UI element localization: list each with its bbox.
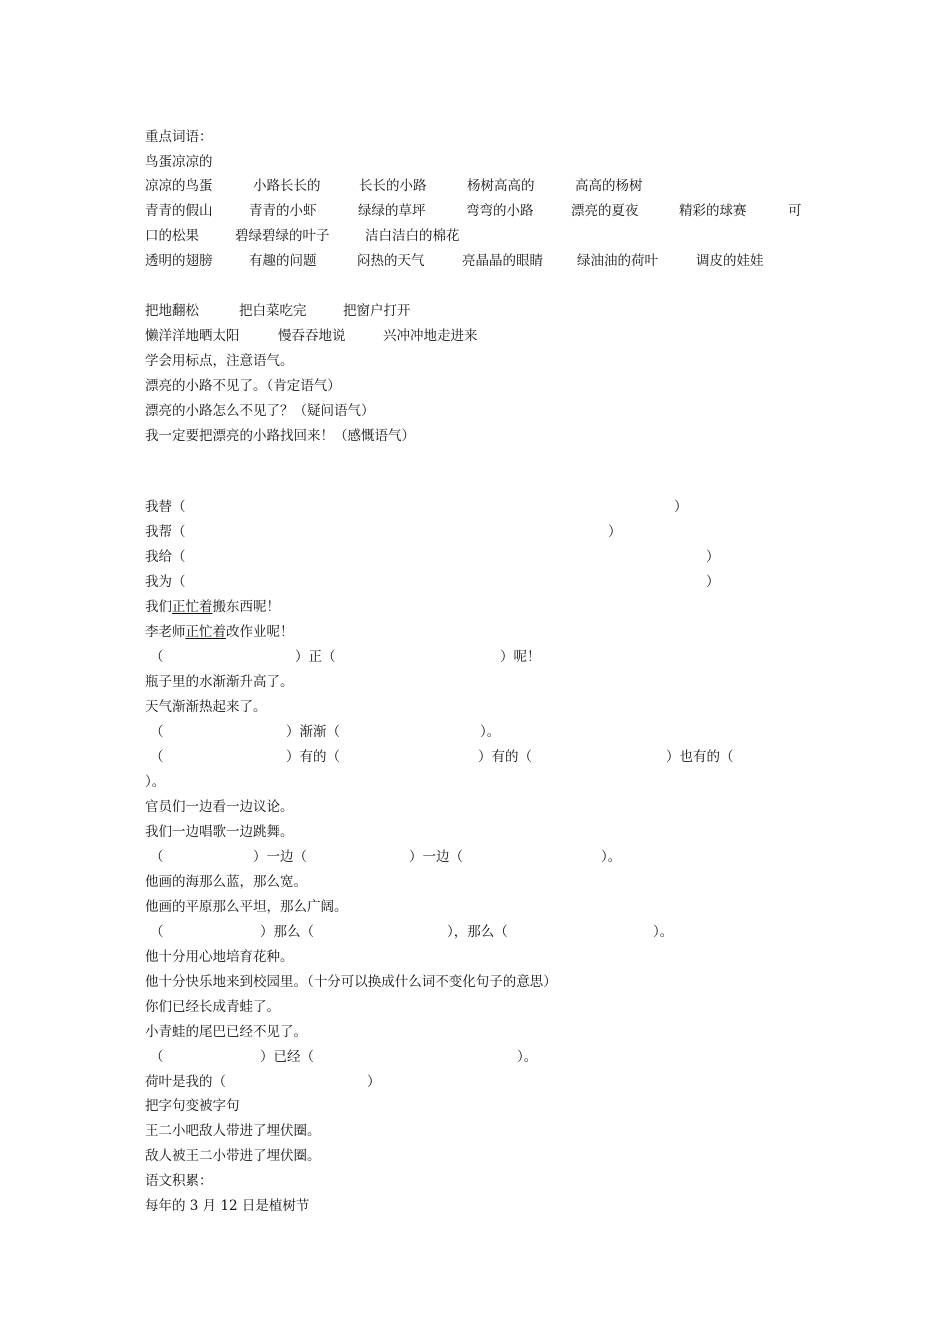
fill-text: ）渐渐（ (286, 724, 340, 740)
underlined-phrase: 正忙着 (185, 624, 226, 640)
fill-text: ）有的（ (286, 749, 340, 765)
fill-text: ） (706, 549, 720, 565)
fill-text: ）正（ (295, 649, 336, 665)
word: 可 (788, 203, 802, 219)
fill-text: （ (150, 849, 164, 865)
sentence: 我们正忙着搬东西呢！ (145, 599, 280, 615)
punctuation-heading: 学会用标点，注意语气。 (145, 353, 294, 369)
sentence: 我一定要把漂亮的小路找回来！（感慨语气） (145, 428, 415, 444)
fill-text: ）。 (480, 724, 501, 740)
fill-text: 我帮（ (145, 524, 186, 540)
fill-text: （ (150, 924, 164, 940)
word: 把窗户打开 (343, 303, 411, 319)
fill-text: （ (150, 724, 164, 740)
sentence: 漂亮的小路不见了。（肯定语气） (145, 378, 341, 394)
word: 把白菜吃完 (239, 303, 307, 319)
accumulation-heading: 语文积累： (145, 1173, 213, 1189)
word: 口的松果 (145, 228, 199, 244)
fill-text: ）已经（ (260, 1049, 314, 1065)
fill-text: 我给（ (145, 549, 186, 565)
word: 透明的翅膀 (145, 253, 213, 269)
sentence: 他十分用心地培育花种。 (145, 949, 294, 965)
fill-text: 我替（ (145, 499, 186, 515)
fill-text: ）。 (145, 774, 166, 790)
fill-text: 荷叶是我的（ (145, 1074, 226, 1090)
sentence: 漂亮的小路怎么不见了？（疑问语气） (145, 403, 375, 419)
fill-text: ）也有的（ (666, 749, 734, 765)
text-line: 鸟蛋凉凉的 (145, 154, 213, 170)
word: 碧绿碧绿的叶子 (235, 228, 330, 244)
fill-text: ）呢！ (500, 649, 541, 665)
sentence: 你们已经长成青蛙了。 (145, 999, 280, 1015)
word: 懒洋洋地晒太阳 (145, 328, 240, 344)
fill-text: ）。 (517, 1049, 538, 1065)
ba-bei-heading: 把字句变被字句 (145, 1098, 240, 1114)
sentence: 王二小吧敌人带进了埋伏圈。 (145, 1123, 321, 1139)
fill-text: ），那么（ (447, 924, 508, 940)
word: 长长的小路 (359, 178, 427, 194)
word: 小路长长的 (253, 178, 321, 194)
sentence: 每年的 3 月 12 日是植树节 (145, 1198, 310, 1214)
sentence: 李老师正忙着改作业呢！ (145, 624, 294, 640)
word: 闷热的天气 (357, 253, 425, 269)
fill-text: ）那么（ (260, 924, 314, 940)
word: 把地翻松 (145, 303, 199, 319)
key-words-heading: 重点词语： (145, 129, 213, 145)
word: 凉凉的鸟蛋 (145, 178, 213, 194)
fill-text: ） (706, 574, 720, 590)
word: 精彩的球赛 (679, 203, 747, 219)
fill-text: ）一边（ (253, 849, 307, 865)
word: 调皮的娃娃 (696, 253, 764, 269)
sentence: 天气渐渐热起来了。 (145, 699, 267, 715)
word: 弯弯的小路 (466, 203, 534, 219)
sentence: 瓶子里的水渐渐升高了。 (145, 674, 294, 690)
sentence: 小青蛙的尾巴已经不见了。 (145, 1024, 307, 1040)
word: 绿绿的草坪 (358, 203, 426, 219)
sentence: 他画的平原那么平坦，那么广阔。 (145, 899, 348, 915)
word: 亮晶晶的眼睛 (462, 253, 543, 269)
sentence: 他十分快乐地来到校园里。（十分可以换成什么词不变化句子的意思） (145, 974, 557, 990)
fill-text: ）。 (653, 924, 674, 940)
fill-text: ） (674, 499, 688, 515)
fill-text: ）有的（ (478, 749, 532, 765)
word: 青青的假山 (145, 203, 213, 219)
word: 漂亮的夏夜 (571, 203, 639, 219)
fill-text: ）。 (601, 849, 622, 865)
sentence: 敌人被王二小带进了埋伏圈。 (145, 1148, 321, 1164)
word: 兴冲冲地走进来 (383, 328, 478, 344)
word: 青青的小虾 (249, 203, 317, 219)
sentence: 官员们一边看一边议论。 (145, 799, 294, 815)
word: 绿油油的荷叶 (577, 253, 658, 269)
fill-text: （ (150, 749, 164, 765)
underlined-phrase: 正忙着 (172, 599, 213, 615)
sentence: 他画的海那么蓝，那么宽。 (145, 874, 307, 890)
word: 有趣的问题 (249, 253, 317, 269)
word: 杨树高高的 (467, 178, 535, 194)
fill-text: （ (150, 1049, 164, 1065)
fill-text: ）一边（ (409, 849, 463, 865)
fill-text: 我为（ (145, 574, 186, 590)
word: 慢吞吞地说 (278, 328, 346, 344)
sentence: 我们一边唱歌一边跳舞。 (145, 824, 294, 840)
fill-text: （ (150, 649, 164, 665)
word: 高高的杨树 (575, 178, 643, 194)
word: 洁白洁白的棉花 (365, 228, 460, 244)
fill-text: ） (608, 524, 622, 540)
fill-text: ） (367, 1074, 381, 1090)
